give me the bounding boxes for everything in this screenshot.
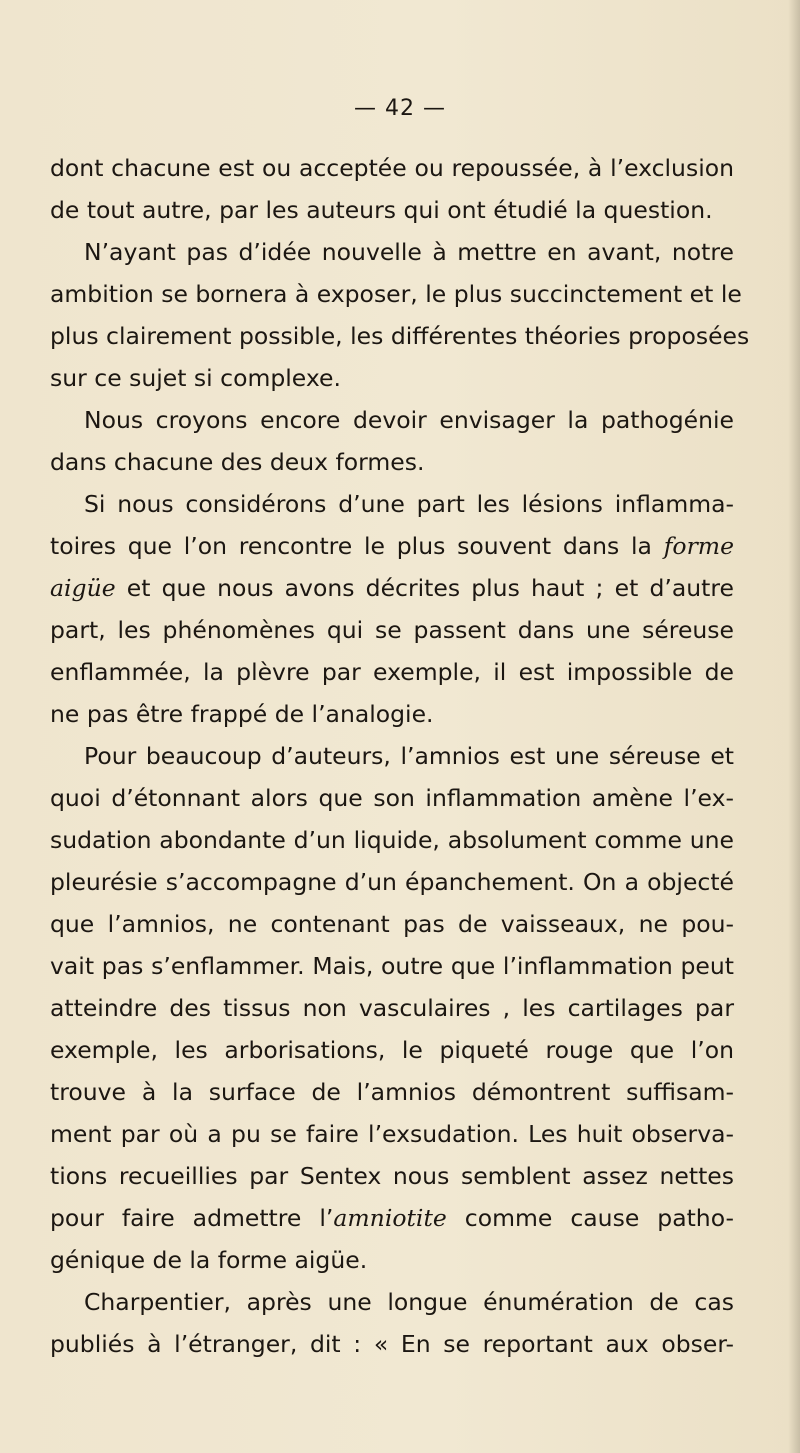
text-run: et que nous avons décrites plus haut ; et d’autre — [115, 574, 734, 602]
text-line: de tout autre, par les auteurs qui ont étudié la question. — [50, 196, 713, 224]
text-line: N’ayant pas d’idée nouvelle à mettre en avant, notre — [84, 238, 734, 266]
text-line: Si nous considérons d’une part les lésions inflamma- — [84, 490, 734, 518]
text-line: Charpentier, après une longue énumération de cas — [84, 1288, 734, 1316]
emphasis-forme: forme — [663, 532, 734, 560]
text-line: sur ce sujet si complexe. — [50, 364, 341, 392]
body-text — [50, 147, 750, 1365]
text-line: atteindre des tissus non vasculaires , les cartilages par — [50, 994, 734, 1022]
emphasis-aigue: aigüe — [50, 574, 116, 602]
text-line: quoi d’étonnant alors que son inflammation amène l’ex- — [50, 784, 734, 812]
text-line: que l’amnios, ne contenant pas de vaisseaux, ne pou- — [50, 910, 734, 938]
text-line — [50, 1197, 734, 1239]
emphasis-amniotite: amniotite — [333, 1204, 447, 1232]
page-edge-shadow — [788, 0, 800, 1453]
text-line: pleurésie s’accompagne d’un épanchement. On a objecté — [50, 868, 734, 896]
text-line — [50, 525, 734, 567]
text-line: publiés à l’étranger, dit : « En se reportant aux obser- — [50, 1330, 734, 1358]
text-run: pour faire admettre l’ — [50, 1204, 334, 1232]
text-line: Pour beaucoup d’auteurs, l’amnios est une séreuse et — [84, 742, 734, 770]
text-line: dans chacune des deux formes. — [50, 448, 425, 476]
text-line: ambition se bornera à exposer, le plus succinctement et le — [50, 280, 742, 308]
text-line: part, les phénomènes qui se passent dans une séreuse — [50, 616, 734, 644]
text-line: exemple, les arborisations, le piqueté rouge que l’on — [50, 1036, 734, 1064]
text-run: toires que l’on rencontre le plus souvent dans la — [50, 532, 664, 560]
text-line: trouve à la surface de l’amnios démontrent suffisam- — [50, 1078, 734, 1106]
text-line: tions recueillies par Sentex nous semblent assez nettes — [50, 1162, 734, 1190]
text-line: génique de la forme aigüe. — [50, 1246, 368, 1274]
text-line: enflammée, la plèvre par exemple, il est impossible de — [50, 658, 734, 686]
text-line: ne pas être frappé de l’analogie. — [50, 700, 434, 728]
text-line — [50, 567, 734, 609]
text-line: Nous croyons encore devoir envisager la pathogénie — [84, 406, 734, 434]
page-number: — 42 — — [354, 96, 446, 121]
text-line: ment par où a pu se faire l’exsudation. Les huit observa- — [50, 1120, 734, 1148]
text-line: vait pas s’enflammer. Mais, outre que l’inflammation peut — [50, 952, 734, 980]
text-line: sudation abondante d’un liquide, absolument comme une — [50, 826, 734, 854]
text-line: dont chacune est ou acceptée ou repoussée, à l’exclusion — [50, 154, 734, 182]
text-run: comme cause patho- — [446, 1204, 734, 1232]
text-line: plus clairement possible, les différentes théories proposées — [50, 322, 750, 350]
